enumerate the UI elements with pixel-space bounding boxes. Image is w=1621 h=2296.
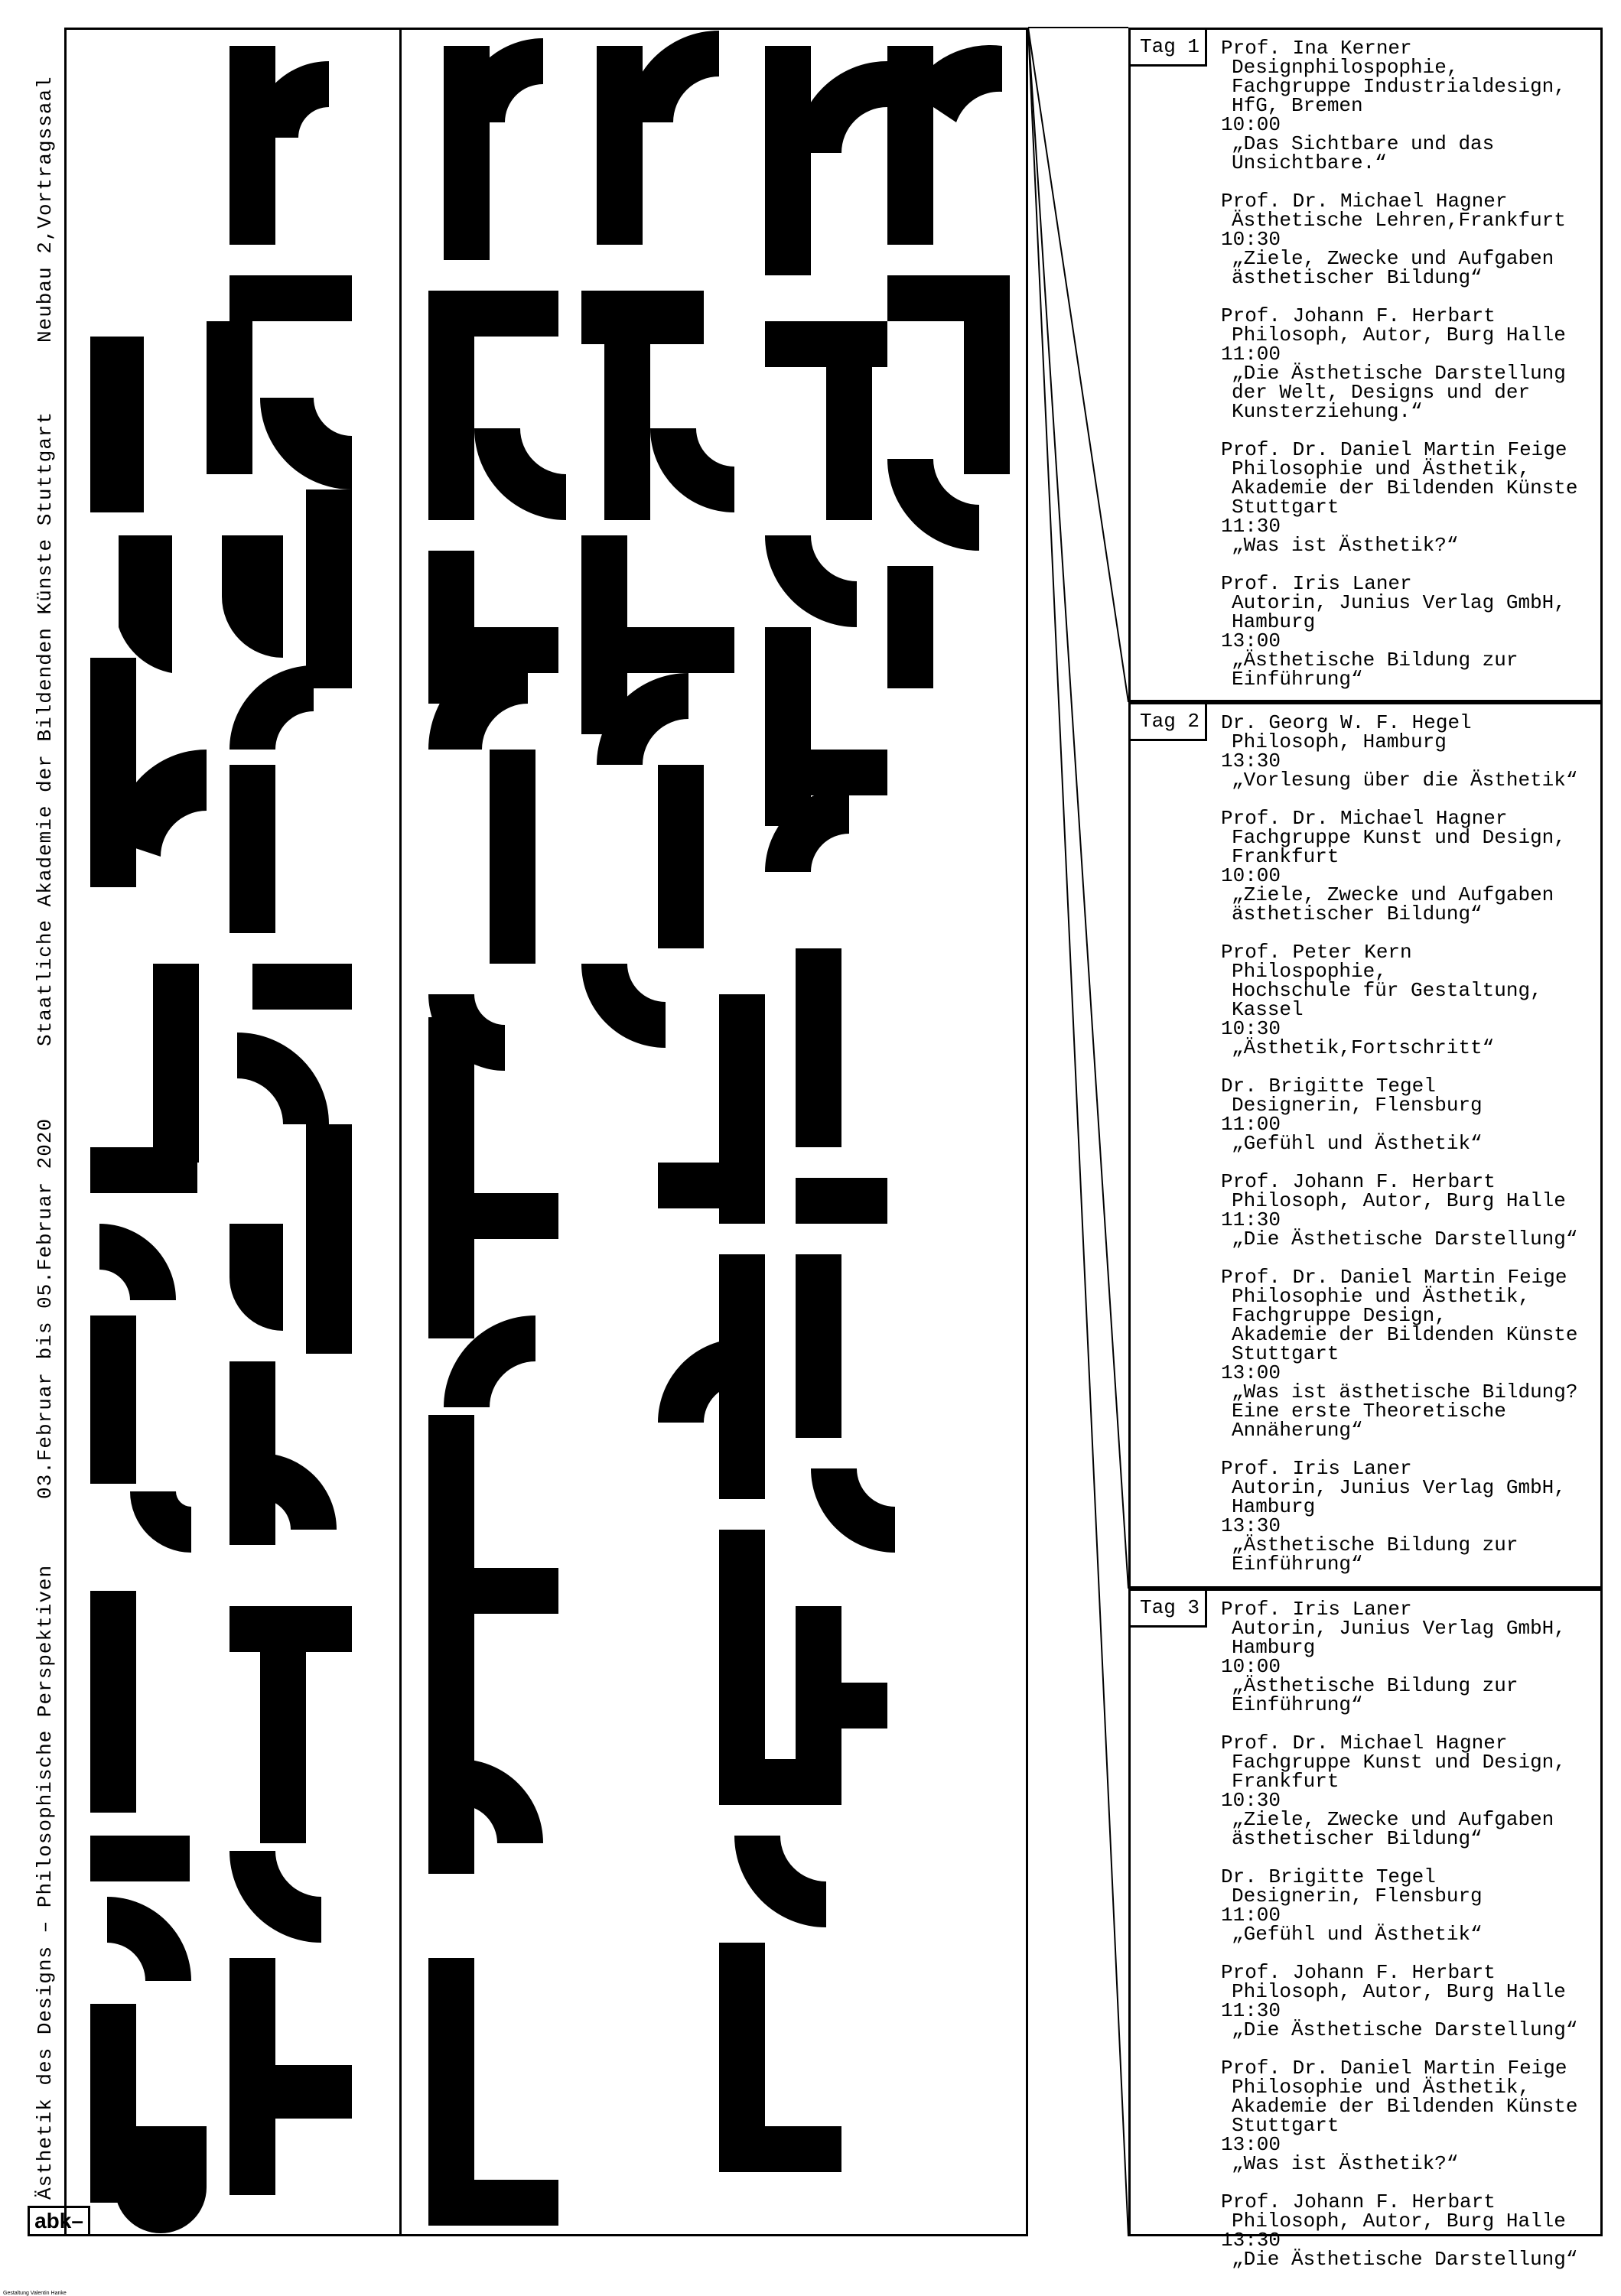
speaker-affiliation: Stuttgart <box>1232 496 1339 519</box>
talk-title: „Die Ästhetische Darstellung“ <box>1232 1228 1578 1250</box>
speaker-affiliation: Akademie der Bildenden Künste <box>1232 1323 1578 1346</box>
speaker-name: Prof. Iris Laner <box>1221 572 1412 595</box>
talk-title: „Vorlesung über die Ästhetik“ <box>1232 769 1578 792</box>
speaker-name: Prof. Iris Laner <box>1221 1598 1412 1621</box>
talk-time: 13:00 <box>1221 629 1281 652</box>
day-3-entries <box>1221 1600 1577 2288</box>
speaker-name: Prof. Johann F. Herbart <box>1221 304 1496 327</box>
talk-time: 13:30 <box>1221 2229 1281 2252</box>
schedule-entry <box>1221 809 1577 924</box>
talk-title: „Ziele, Zwecke und Aufgaben <box>1232 1808 1554 1831</box>
talk-time: 11:00 <box>1221 343 1281 366</box>
speaker-name: Prof. Dr. Daniel Martin Feige <box>1221 2057 1567 2080</box>
speaker-name: Prof. Dr. Daniel Martin Feige <box>1221 1266 1567 1289</box>
speaker-affiliation: Akademie der Bildenden Künste <box>1232 2095 1578 2118</box>
talk-title: „Ästhetische Bildung zur <box>1232 1533 1518 1556</box>
speaker-affiliation: Hochschule für Gestaltung, <box>1232 979 1542 1002</box>
talk-title: „Ziele, Zwecke und Aufgaben <box>1232 247 1554 270</box>
day-label: Tag 2 <box>1140 710 1200 733</box>
talk-time: 10:00 <box>1221 113 1281 136</box>
abk-logo: abk– <box>28 2206 90 2236</box>
talk-title: „Die Ästhetische Darstellung“ <box>1232 2018 1578 2041</box>
speaker-name: Prof. Dr. Michael Hagner <box>1221 1732 1508 1755</box>
talk-title: ästhetischer Bildung“ <box>1232 1827 1483 1850</box>
schedule-entry <box>1221 711 1578 792</box>
talk-time: 11:30 <box>1221 1208 1281 1231</box>
talk-time: 10:00 <box>1221 1655 1281 1678</box>
speaker-affiliation: Designerin, Flensburg <box>1232 1885 1483 1907</box>
day-label: Tag 1 <box>1140 35 1200 58</box>
speaker-name: Prof. Johann F. Herbart <box>1221 2190 1496 2213</box>
schedule-entry <box>1221 438 1578 557</box>
talk-title: ästhetischer Bildung“ <box>1232 902 1483 925</box>
talk-time: 10:30 <box>1221 1017 1281 1040</box>
day-1-entries <box>1221 39 1577 708</box>
speaker-affiliation: Fachgruppe Design, <box>1232 1304 1447 1327</box>
talk-title: „Ästhetische Bildung zur <box>1232 649 1518 672</box>
talk-time: 11:00 <box>1221 1113 1281 1136</box>
speaker-name: Dr. Brigitte Tegel <box>1221 1075 1436 1098</box>
speaker-affiliation: Ästhetische Lehren,Frankfurt <box>1232 209 1566 232</box>
speaker-affiliation: Autorin, Junius Verlag GmbH, <box>1232 1476 1566 1499</box>
talk-time: 11:00 <box>1221 1904 1281 1927</box>
talk-title: Kunsterziehung.“ <box>1232 400 1423 423</box>
speaker-affiliation: HfG, Bremen <box>1232 94 1363 117</box>
speaker-affiliation: Frankfurt <box>1232 845 1339 868</box>
speaker-affiliation: Frankfurt <box>1232 1770 1339 1793</box>
schedule-entry <box>1221 1963 1577 2040</box>
schedule-entry <box>1221 1600 1577 1715</box>
talk-title: Eine erste Theoretische <box>1232 1400 1506 1423</box>
schedule-entry <box>1221 1268 1577 1440</box>
speaker-affiliation: Philosoph, Hamburg <box>1232 730 1447 753</box>
talk-title: „Was ist Ästhetik?“ <box>1232 534 1459 557</box>
speaker-affiliation: Philosophie und Ästhetik, <box>1232 457 1531 480</box>
speaker-affiliation: Fachgruppe Kunst und Design, <box>1232 826 1566 849</box>
speaker-affiliation: Stuttgart <box>1232 1342 1339 1365</box>
talk-title: „Was ist ästhetische Bildung? <box>1232 1381 1578 1403</box>
talk-time: 13:00 <box>1221 1361 1281 1384</box>
talk-time: 11:30 <box>1221 515 1281 538</box>
speaker-affiliation: Philosoph, Autor, Burg Halle <box>1232 1980 1566 2003</box>
speaker-name: Prof. Peter Kern <box>1221 941 1412 964</box>
speaker-affiliation: Fachgruppe Kunst und Design, <box>1232 1751 1566 1774</box>
day-3-box <box>1128 1589 1603 2271</box>
speaker-affiliation: Autorin, Junius Verlag GmbH, <box>1232 1617 1566 1640</box>
talk-title: der Welt, Designs und der <box>1232 381 1531 404</box>
design-credit: Gestaltung Valentin Hanke <box>3 2291 67 2296</box>
day-2-entries <box>1221 711 1578 1593</box>
schedule-entry <box>1221 1734 1577 1849</box>
poster-title: Ästhetik des Designs – Philosophische Perspektiven <box>34 1564 57 2200</box>
speaker-name: Prof. Ina Kerner <box>1221 37 1412 60</box>
schedule-entry <box>1221 1459 1577 1574</box>
speaker-affiliation: Autorin, Junius Verlag GmbH, <box>1232 591 1566 614</box>
speaker-name: Prof. Dr. Michael Hagner <box>1221 807 1508 830</box>
speaker-name: Prof. Dr. Daniel Martin Feige <box>1221 438 1567 461</box>
talk-time: 10:30 <box>1221 1789 1281 1812</box>
speaker-affiliation: Kassel <box>1232 998 1304 1021</box>
speaker-affiliation: Philosoph, Autor, Burg Halle <box>1232 324 1566 346</box>
speaker-name: Prof. Iris Laner <box>1221 1457 1412 1480</box>
schedule-entry <box>1221 2190 1578 2271</box>
schedule-entry <box>1221 943 1577 1058</box>
speaker-name: Prof. Johann F. Herbart <box>1221 1170 1496 1193</box>
speaker-name: Dr. Brigitte Tegel <box>1221 1865 1436 1888</box>
talk-time: 11:30 <box>1221 1999 1281 2022</box>
talk-title: „Ästhetik,Fortschritt“ <box>1232 1036 1495 1059</box>
speaker-name: Prof. Johann F. Herbart <box>1221 1961 1496 1984</box>
schedule-entry <box>1221 39 1577 173</box>
talk-title: Einführung“ <box>1232 1553 1363 1576</box>
schedule-entry <box>1221 304 1577 423</box>
talk-time: 10:00 <box>1221 864 1281 887</box>
institution-name: Staatliche Akademie der Bildenden Künste Stuttgart <box>34 411 57 1046</box>
speaker-affiliation: Philosophie und Ästhetik, <box>1232 2076 1531 2099</box>
talk-title: „Die Ästhetische Darstellung“ <box>1232 2248 1578 2271</box>
day-label: Tag 3 <box>1140 1596 1200 1619</box>
talk-title: „Ästhetische Bildung zur <box>1232 1674 1518 1697</box>
talk-title: „Gefühl und Ästhetik“ <box>1232 1132 1483 1155</box>
schedule-entry <box>1221 192 1577 288</box>
schedule-entry <box>1221 574 1577 689</box>
venue-location: Neubau 2,Vortragssaal <box>34 76 57 343</box>
talk-title: „Das Sichtbare und das <box>1232 132 1495 155</box>
speaker-affiliation: Stuttgart <box>1232 2114 1339 2137</box>
speaker-affiliation: Philosoph, Autor, Burg Halle <box>1232 1189 1566 1212</box>
speaker-affiliation: Hamburg <box>1232 1495 1316 1518</box>
talk-time: 13:30 <box>1221 1514 1281 1537</box>
talk-title: Einführung“ <box>1232 668 1363 691</box>
speaker-affiliation: Designphilospophie, <box>1232 56 1459 79</box>
talk-title: „Die Ästhetische Darstellung <box>1232 362 1566 385</box>
schedule-entry <box>1221 2059 1577 2174</box>
schedule-entry <box>1221 1077 1577 1153</box>
speaker-name: Prof. Dr. Michael Hagner <box>1221 190 1508 213</box>
speaker-affiliation: Designerin, Flensburg <box>1232 1094 1483 1117</box>
speaker-affiliation: Hamburg <box>1232 610 1316 633</box>
talk-title: ästhetischer Bildung“ <box>1232 266 1483 289</box>
talk-title: „Gefühl und Ästhetik“ <box>1232 1923 1483 1946</box>
speaker-affiliation: Fachgruppe Industrialdesign, <box>1232 75 1566 98</box>
speaker-name: Dr. Georg W. F. Hegel <box>1221 711 1472 734</box>
speaker-affiliation: Akademie der Bildenden Künste <box>1232 476 1578 499</box>
talk-time: 13:30 <box>1221 750 1281 772</box>
talk-title: Annäherung“ <box>1232 1419 1363 1442</box>
schedule-entry <box>1221 1172 1577 1249</box>
talk-title: Unsichtbare.“ <box>1232 151 1387 174</box>
talk-title: Einführung“ <box>1232 1693 1363 1716</box>
event-dates: 03.Februar bis 05.Februar 2020 <box>34 1117 57 1499</box>
speaker-affiliation: Philosoph, Autor, Burg Halle <box>1232 2210 1566 2233</box>
talk-title: „Ziele, Zwecke und Aufgaben <box>1232 883 1554 906</box>
talk-time: 10:30 <box>1221 228 1281 251</box>
schedule-entry <box>1221 1865 1577 1946</box>
day-1-box <box>1128 28 1603 702</box>
speaker-affiliation: Hamburg <box>1232 1636 1316 1659</box>
speaker-affiliation: Philospophie, <box>1232 960 1387 983</box>
day-2-box <box>1128 702 1603 1589</box>
talk-title: „Was ist Ästhetik?“ <box>1232 2152 1459 2175</box>
talk-time: 13:00 <box>1221 2133 1281 2156</box>
speaker-affiliation: Philosophie und Ästhetik, <box>1232 1285 1531 1308</box>
